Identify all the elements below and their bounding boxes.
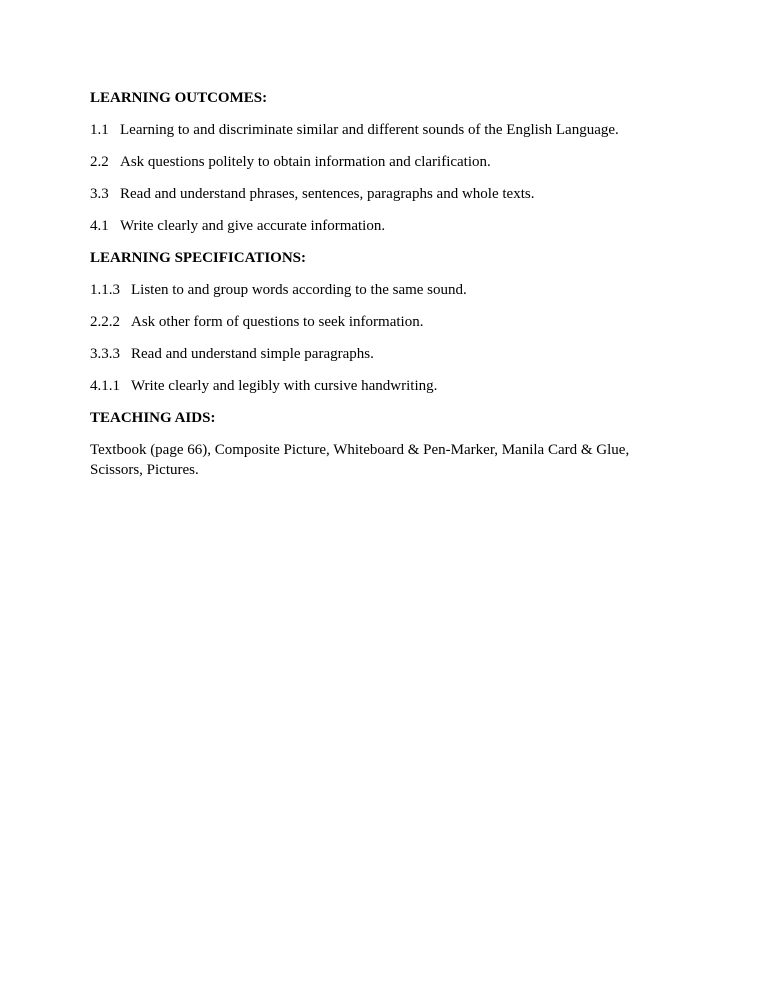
specification-text: Read and understand simple paragraphs. xyxy=(131,346,374,362)
outcome-text: Learning to and discriminate similar and different sounds of the English Language. xyxy=(120,122,619,138)
outcome-item xyxy=(90,152,690,173)
specification-text: Listen to and group words according to the same sound. xyxy=(131,282,467,298)
outcome-item xyxy=(90,216,690,237)
specification-item xyxy=(90,280,690,301)
specification-item xyxy=(90,312,690,333)
outcome-text: Write clearly and give accurate information. xyxy=(120,218,386,234)
specification-number: 2.2.2 xyxy=(90,314,120,330)
specification-number: 3.3.3 xyxy=(90,346,120,362)
specification-number: 4.1.1 xyxy=(90,378,120,394)
specification-item xyxy=(90,376,690,397)
learning-outcomes-heading: LEARNING OUTCOMES: xyxy=(90,90,268,106)
outcome-item xyxy=(90,184,690,205)
teaching-aids-text: Textbook (page 66), Composite Picture, Whiteboard & Pen-Marker, Manila Card & Glue, Scissors, Pictures. xyxy=(90,442,630,478)
outcome-number: 4.1 xyxy=(90,218,109,234)
specification-text: Ask other form of questions to seek information. xyxy=(131,314,424,330)
outcome-text: Ask questions politely to obtain information and clarification. xyxy=(120,154,491,170)
specification-item xyxy=(90,344,690,365)
outcome-number: 2.2 xyxy=(90,154,109,170)
outcome-number: 1.1 xyxy=(90,122,109,138)
outcome-item xyxy=(90,120,690,141)
document-page xyxy=(90,88,690,480)
outcome-number: 3.3 xyxy=(90,186,109,202)
specification-number: 1.1.3 xyxy=(90,282,120,298)
learning-specifications-heading: LEARNING SPECIFICATIONS: xyxy=(90,250,307,266)
specification-text: Write clearly and legibly with cursive handwriting. xyxy=(131,378,438,394)
teaching-aids-heading: TEACHING AIDS: xyxy=(90,410,216,426)
outcome-text: Read and understand phrases, sentences, paragraphs and whole texts. xyxy=(120,186,535,202)
